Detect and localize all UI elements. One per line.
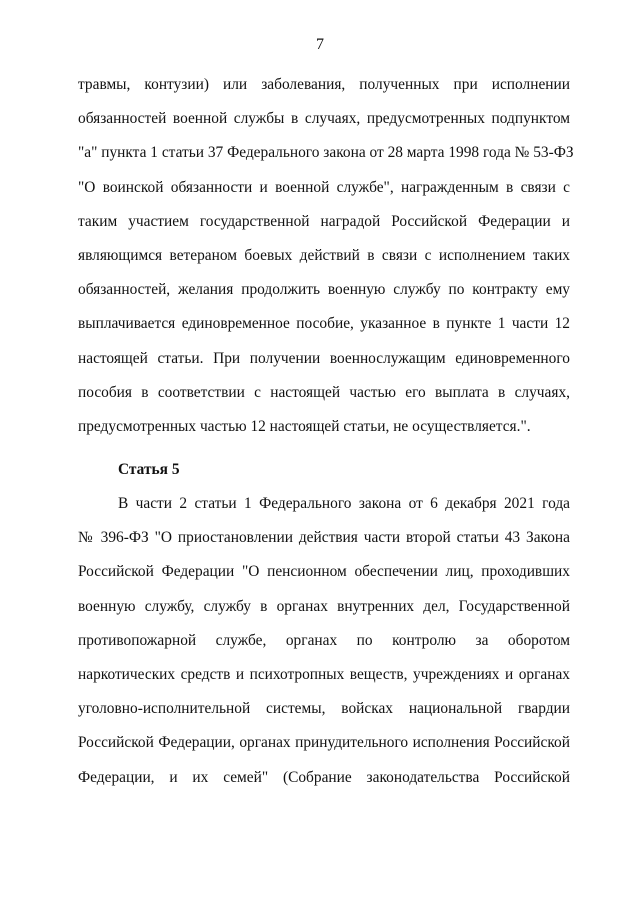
paragraph-1-line: "О воинской обязанности и военной службе", награжденным в связи с (78, 178, 570, 196)
paragraph-2-line: Федерации, и их семей" (Собрание законодательства Российской (78, 768, 570, 786)
paragraph-2-line: уголовно-исполнительной системы, войсках национальной гвардии (78, 700, 570, 718)
paragraph-2 (78, 487, 570, 795)
page-number: 7 (316, 36, 324, 53)
paragraph-1-line: являющимся ветераном боевых действий в связи с исполнением таких (78, 246, 570, 264)
paragraph-1-line: выплачивается единовременное пособие, указанное в пункте 1 части 12 (78, 315, 570, 333)
paragraph-1 (78, 68, 574, 444)
paragraph-2-line: Российской Федерации "О пенсионном обеспечении лиц, проходивших (78, 563, 570, 581)
paragraph-2-line: Российской Федерации, органах принудительного исполнения Российской (78, 734, 570, 752)
article-heading: Статья 5 (118, 461, 180, 478)
paragraph-2-line: военную службу, службу в органах внутренних дел, Государственной (78, 597, 570, 615)
paragraph-1-line: таким участием государственной наградой Российской Федерации и (78, 212, 570, 230)
paragraph-1-line: предусмотренных частью 12 настоящей статьи, не осуществляется.". (78, 417, 531, 435)
paragraph-1-line: обязанностей военной службы в случаях, предусмотренных подпунктом (78, 110, 570, 128)
paragraph-1-line: обязанностей, желания продолжить военную службу по контракту ему (78, 281, 570, 299)
paragraph-1-line: настоящей статьи. При получении военнослужащим единовременного (78, 349, 570, 367)
paragraph-1-line: "а" пункта 1 статьи 37 Федерального закона от 28 марта 1998 года № 53-ФЗ (78, 144, 574, 162)
paragraph-2-line: № 396-ФЗ "О приостановлении действия части второй статьи 43 Закона (78, 529, 570, 547)
paragraph-2-line: противопожарной службе, органах по контролю за оборотом (78, 631, 570, 649)
paragraph-1-line: пособия в соответствии с настоящей частью его выплата в случаях, (78, 383, 570, 401)
paragraph-1-line: травмы, контузии) или заболевания, полученных при исполнении (78, 76, 570, 93)
paragraph-2-line: наркотических средств и психотропных веществ, учреждениях и органах (78, 665, 570, 683)
paragraph-2-line: В части 2 статьи 1 Федерального закона от 6 декабря 2021 года (118, 495, 570, 512)
